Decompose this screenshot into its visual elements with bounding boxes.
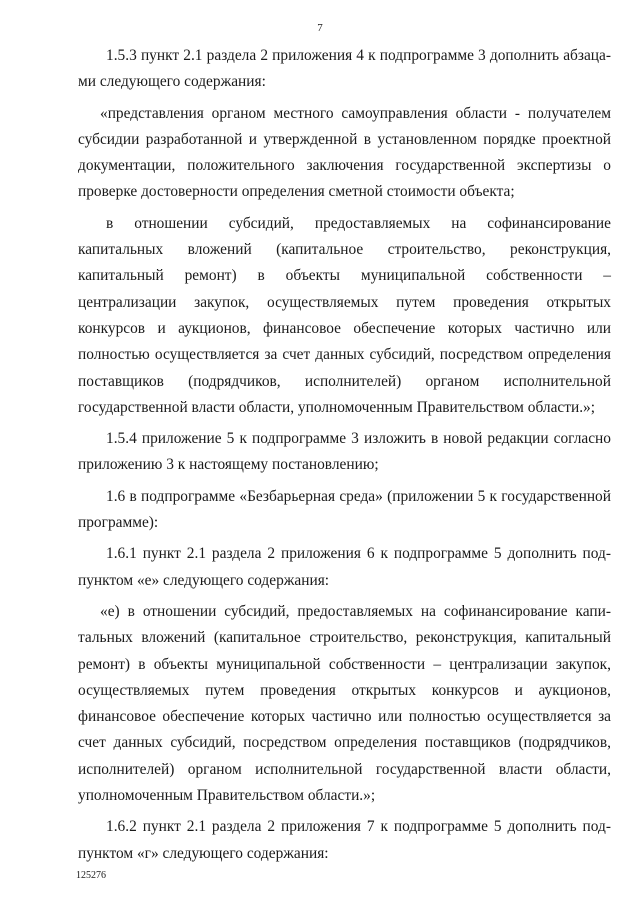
page-number: 7 <box>317 22 323 34</box>
paragraph-1-5-4: 1.5.4 приложение 5 к подпрограмме 3 изложить в новой редакции согласно приложению 3 к настоящему постановлению; <box>78 430 611 474</box>
paragraph-quote-design-docs: «представления органом местного самоуправления области - получателем субсидии разработанной и утвержденной в установленном порядке проектной документации, положительного заключения государственной экспертизы о проверке достоверности определения сметной стоимости объекта; <box>78 104 611 201</box>
paragraph-1-6: 1.6 в подпрограмме «Безбарьерная среда» (приложении 5 к государственной программе): <box>78 487 611 532</box>
paragraph-subpoint-e: «е) в отношении субсидий, предоставляемых на софинансирование капитальных вложений (капитальное строительство, реконструкция, капитальный ремонт) в объекты муниципальной собственности – централизации закупок, осуществляемых путем проведения открытых конкурсов и аукционов, финансовое обеспечение которых частично или полностью осуществляется за счет данных субсидий, посредством определения поставщиков (подрядчиков, исполнителей) органом исполнительной государственной власти области, уполномоченным Правительством области.»; <box>78 602 611 805</box>
paragraph-1-6-1: 1.6.1 пункт 2.1 раздела 2 приложения 6 к подпрограмме 5 дополнить подпунктом «е» следующего содержания: <box>78 545 611 589</box>
paragraph-1-6-2: 1.6.2 пункт 2.1 раздела 2 приложения 7 к подпрограмме 5 дополнить подпунктом «г» следующего содержания: <box>78 818 611 862</box>
paragraph-1-5-3: 1.5.3 пункт 2.1 раздела 2 приложения 4 к подпрограмме 3 дополнить абзацами следующего содержания: <box>78 47 611 91</box>
paragraph-subsidies-procurement: в отношении субсидий, предоставляемых на софинансирование капитальных вложений (капитальное строительство, реконструкция, капитальный ремонт) в объекты муниципальной собственности – централизации закупок, осуществляемых путем проведения открытых конкурсов и аукционов, финансовое обеспечение которых частично или полностью осуществляется за счет данных субсидий, посредством определения поставщиков (подрядчиков, исполнителей) органом исполнительной государственной власти области, уполномоченным Правительством области.»; <box>78 214 611 416</box>
document-body <box>78 43 611 872</box>
document-code: 125276 <box>76 870 106 881</box>
